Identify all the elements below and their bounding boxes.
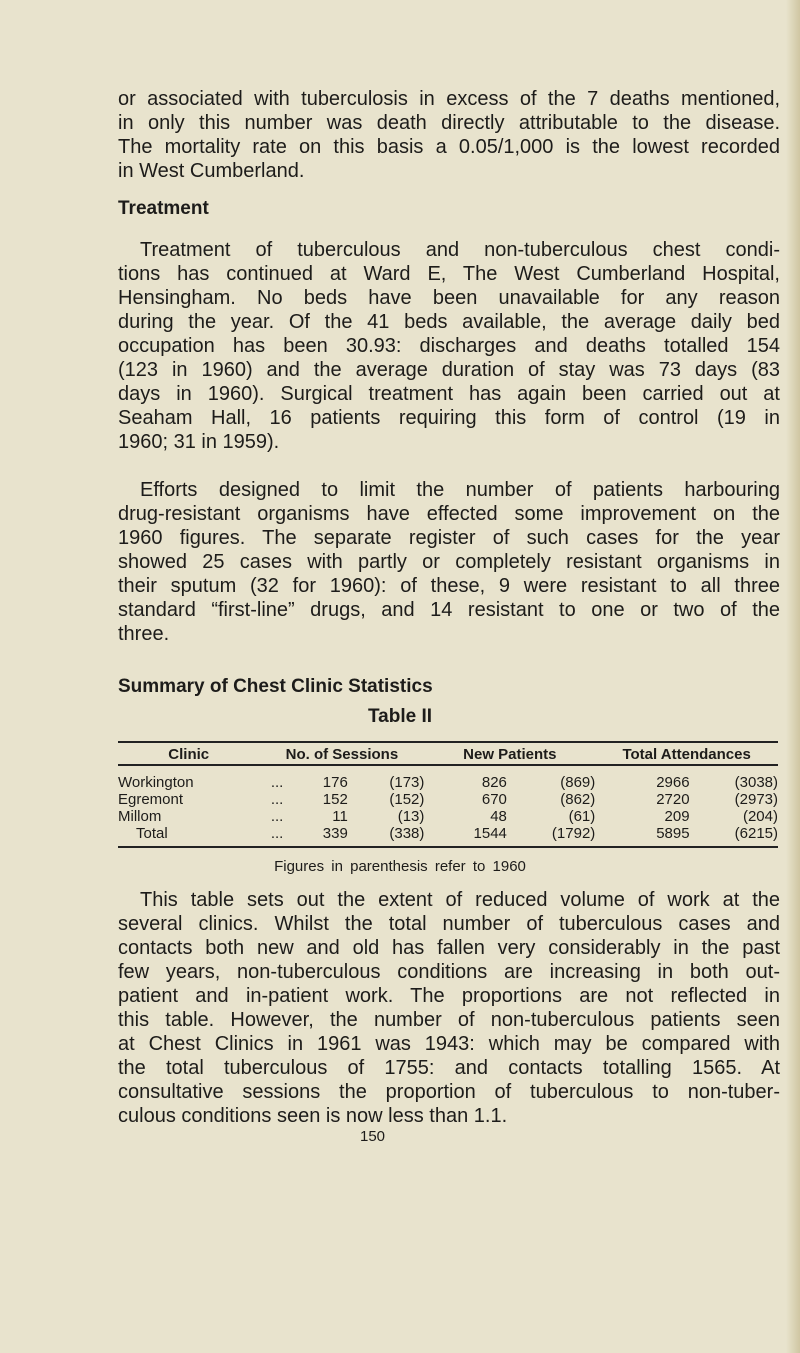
- text-line: The mortality rate on this basis a 0.05/1,000 is the lowest recorded: [118, 136, 780, 158]
- text-line: occupation has been 30.93: discharges and deaths totalled 154: [118, 335, 780, 357]
- cell-s60: (338): [389, 825, 425, 842]
- cell-n60: (862): [560, 791, 596, 808]
- cell-clinic: Workington: [118, 774, 194, 791]
- col-clinic: Clinic: [168, 746, 210, 763]
- text-line: several clinics. Whilst the total number of tuberculous cases and: [118, 913, 780, 935]
- cell-dots: ...: [270, 791, 284, 808]
- text-line: or associated with tuberculosis in excess of the 7 deaths mentioned,: [118, 88, 780, 110]
- table-title: Table II: [367, 706, 433, 727]
- text-line: Seaham Hall, 16 patients requiring this form of control (19 in: [118, 407, 780, 429]
- cell-s: 152: [322, 791, 348, 808]
- cell-dots: ...: [270, 774, 284, 791]
- text-line: showed 25 cases with partly or completely resistant organisms in: [118, 551, 780, 573]
- text-line: few years, non-tuberculous conditions are increasing in both out-: [118, 961, 780, 983]
- cell-t60: (2973): [734, 791, 778, 808]
- cell-clinic: Egremont: [118, 791, 184, 808]
- text-line: patient and in-patient work. The proportions are not reflected in: [118, 985, 780, 1007]
- cell-t60: (204): [742, 808, 778, 825]
- cell-dots: ...: [270, 808, 284, 825]
- text-line: This table sets out the extent of reduced volume of work at the: [140, 889, 780, 911]
- table-header-row: [118, 742, 778, 768]
- table-row: [118, 791, 778, 808]
- cell-s60: (152): [389, 791, 425, 808]
- heading-treatment: Treatment: [118, 198, 209, 219]
- cell-n60: (1792): [551, 825, 596, 842]
- text-line: days in 1960). Surgical treatment has again been carried out at: [118, 383, 780, 405]
- text-line: in only this number was death directly attributable to the disease.: [118, 112, 780, 134]
- col-total-attendances: Total Attendances: [622, 746, 751, 763]
- cell-n: 826: [481, 774, 507, 791]
- cell-t: 2720: [656, 791, 690, 808]
- table-row: [118, 808, 778, 825]
- text-line: at Chest Clinics in 1961 was 1943: which may be compared with: [118, 1033, 780, 1055]
- text-line: contacts both new and old has fallen very considerably in the past: [118, 937, 780, 959]
- text-line: during the year. Of the 41 beds available, the average daily bed: [118, 311, 780, 333]
- text-line: this table. However, the number of non-tuberculous patients seen: [118, 1009, 780, 1031]
- text-line: Hensingham. No beds have been unavailable for any reason: [118, 287, 780, 309]
- text-line: 1960 figures. The separate register of such cases for the year: [118, 527, 780, 549]
- cell-n: 670: [481, 791, 507, 808]
- page-edge-shadow: [786, 0, 800, 1353]
- table-footnote: Figures in parenthesis refer to 1960: [274, 858, 526, 875]
- col-sessions: No. of Sessions: [285, 746, 399, 763]
- text-line: standard “first-line” drugs, and 14 resistant to one or two of the: [118, 599, 780, 621]
- cell-clinic: Total: [136, 825, 168, 842]
- text-line: three.: [118, 623, 170, 645]
- text-line: consultative sessions the proportion of tuberculous to non-tuber-: [118, 1081, 780, 1103]
- cell-t: 5895: [656, 825, 690, 842]
- cell-dots: ...: [270, 825, 284, 842]
- cell-s60: (173): [389, 774, 425, 791]
- text-line: (123 in 1960) and the average duration of stay was 73 days (83: [118, 359, 780, 381]
- cell-t: 2966: [656, 774, 690, 791]
- text-line: Efforts designed to limit the number of patients harbouring: [140, 479, 780, 501]
- text-line: 1960; 31 in 1959).: [118, 431, 280, 453]
- text-line: in West Cumberland.: [118, 160, 305, 182]
- cell-clinic: Millom: [118, 808, 162, 825]
- text-line: their sputum (32 for 1960): of these, 9 were resistant to all three: [118, 575, 780, 597]
- text-line: culous conditions seen is now less than 1.1.: [118, 1105, 508, 1127]
- cell-t60: (6215): [734, 825, 778, 842]
- table-row: [118, 774, 778, 791]
- chest-clinic-table: [118, 742, 778, 842]
- cell-t60: (3038): [734, 774, 778, 791]
- cell-n: 48: [490, 808, 507, 825]
- cell-n: 1544: [473, 825, 507, 842]
- text-line: Treatment of tuberculous and non-tuberculous chest condi-: [140, 239, 780, 261]
- heading-summary: Summary of Chest Clinic Statistics: [118, 676, 433, 697]
- table-row: [118, 825, 778, 842]
- text-line: tions has continued at Ward E, The West Cumberland Hospital,: [118, 263, 780, 285]
- text-line: the total tuberculous of 1755: and contacts totalling 1565. At: [118, 1057, 780, 1079]
- cell-n60: (61): [568, 808, 596, 825]
- cell-s: 339: [322, 825, 348, 842]
- cell-s: 176: [322, 774, 348, 791]
- cell-t: 209: [664, 808, 690, 825]
- cell-s60: (13): [397, 808, 425, 825]
- cell-s: 11: [332, 808, 348, 825]
- page-number: 150: [360, 1128, 386, 1145]
- col-new-patients: New Patients: [463, 746, 557, 763]
- text-line: drug-resistant organisms have effected some improvement on the: [118, 503, 780, 525]
- table-bottom-rule: [118, 846, 778, 848]
- cell-n60: (869): [560, 774, 596, 791]
